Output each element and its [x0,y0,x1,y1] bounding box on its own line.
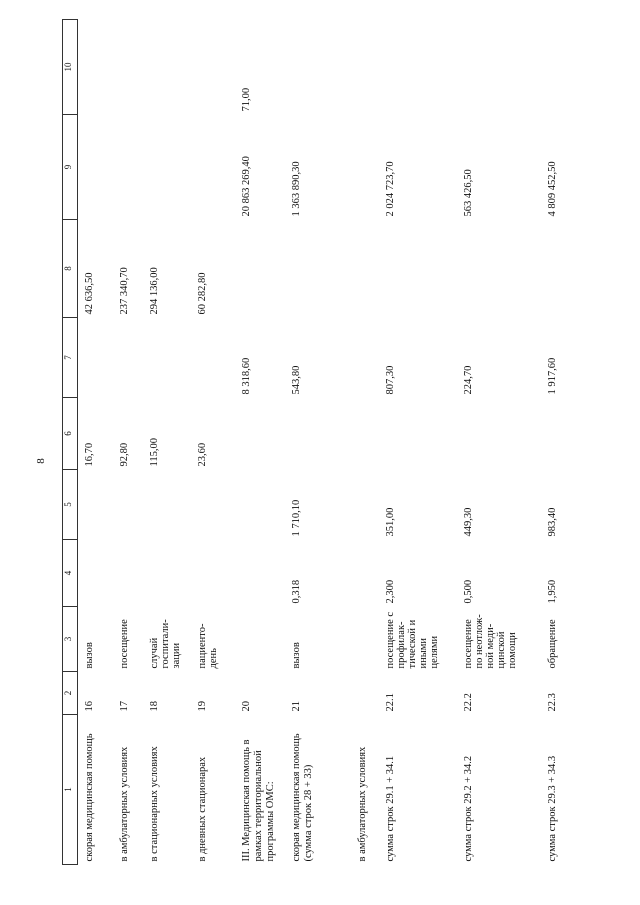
table-row [240,20,290,865]
cell-c1: в амбулаторных условиях [356,746,368,862]
cell-c7 [78,318,118,398]
cell-c3: вызов [290,642,302,669]
table-row [196,20,240,865]
cell-c5 [118,470,148,540]
cell-c8: 60 282,80 [196,272,208,315]
cell-c2: 20 [240,701,252,712]
cell-c2: 22.2 [462,693,474,712]
cell-c1: скорая медицинская помощь (сумма строк 28 + 33) [290,733,314,862]
cell-c1: III. Медицинская помощь в рамках территориальной программы ОМС: [240,739,277,862]
cell-c2: 18 [148,701,160,712]
data-table [62,19,602,865]
cell-c7: 8 318,60 [240,357,252,395]
cell-c6 [384,398,462,470]
cell-c5 [148,470,196,540]
cell-c5: 351,00 [384,507,396,537]
cell-c6 [240,398,290,470]
column-header-7: 7 [63,318,78,398]
table-row [546,20,602,865]
column-header-1: 1 [63,715,78,865]
cell-c9 [356,115,384,220]
cell-c6 [356,398,384,470]
cell-c2 [356,672,384,715]
cell-c3 [356,607,384,672]
cell-c9: 1 363 890,30 [290,161,302,217]
cell-c10 [148,20,196,115]
cell-c10 [462,20,546,115]
cell-c7 [196,318,240,398]
cell-c8 [290,220,356,318]
cell-c5: 449,30 [462,507,474,537]
cell-c7: 807,30 [384,365,396,395]
cell-c3: пациенто-день [196,623,219,669]
cell-c1: в амбулаторных условиях [118,746,130,862]
table-header [63,20,78,865]
cell-c6 [290,398,356,470]
cell-c1: сумма строк 29.2 + 34.2 [462,755,474,862]
column-header-6: 6 [63,398,78,470]
cell-c8 [384,220,462,318]
cell-c10 [290,20,356,115]
cell-c10: 71,00 [240,87,252,112]
cell-c3 [240,607,290,672]
cell-c2: 17 [118,701,130,712]
cell-c5 [196,470,240,540]
cell-c4: 0,500 [462,579,474,604]
column-header-8: 8 [63,220,78,318]
cell-c5: 983,40 [546,507,558,537]
cell-c9: 2 024 723,70 [384,161,396,217]
cell-c2: 21 [290,701,302,712]
cell-c2: 19 [196,701,208,712]
cell-c8: 294 136,00 [148,267,160,315]
column-header-4: 4 [63,540,78,607]
cell-c9: 563 426,50 [462,169,474,217]
cell-c6: 16,70 [84,442,95,467]
cell-c8 [462,220,546,318]
column-header-10: 10 [63,20,78,115]
cell-c9 [148,115,196,220]
cell-c7: 1 917,60 [546,357,558,395]
cell-c9 [78,115,118,220]
cell-c10 [78,20,118,115]
cell-c1: сумма строк 29.3 + 34.3 [546,755,558,862]
cell-c4 [118,540,148,607]
cell-c6: 115,00 [148,438,160,467]
cell-c3: случай госпитали-зации [148,619,182,669]
cell-c5 [78,470,118,540]
cell-c6: 23,60 [196,442,208,467]
table-body [78,20,602,865]
cell-c4: 2,300 [384,579,396,604]
cell-c3: вызов [84,642,95,669]
cell-c8 [356,220,384,318]
cell-c4 [196,540,240,607]
table-row [384,20,462,865]
cell-c5: 1 710,10 [290,499,302,537]
column-header-5: 5 [63,470,78,540]
cell-c2: 16 [84,701,95,712]
column-header-2: 2 [63,672,78,715]
cell-c3: посещение с профилак-тической и иными целями [384,611,440,669]
cell-c10 [356,20,384,115]
cell-c7: 543,80 [290,365,302,395]
cell-c3: посещение [118,619,130,669]
table-row [118,20,148,865]
cell-c2: 22.1 [384,693,396,712]
cell-c7 [118,318,148,398]
cell-c6 [462,398,546,470]
cell-c1: в дневных стационарах [196,756,208,862]
cell-c6 [546,398,602,470]
table-row [78,20,118,865]
cell-c9 [196,115,240,220]
column-header-9: 9 [63,115,78,220]
cell-c3: обращение [546,619,558,669]
cell-c5 [240,470,290,540]
cell-c4 [78,540,118,607]
cell-c9: 20 863 269,40 [240,156,252,217]
cell-c3: посещение по неотлож-ной меди-цинской помощи [462,614,518,669]
table-row [290,20,356,865]
cell-c8 [546,220,602,318]
cell-c10 [118,20,148,115]
cell-c4 [148,540,196,607]
cell-c4 [356,540,384,607]
cell-c7: 224,70 [462,365,474,395]
cell-c7 [148,318,196,398]
cell-c10 [384,20,462,115]
cell-c5 [356,470,384,540]
cell-c6: 92,80 [118,442,130,467]
column-header-3: 3 [63,607,78,672]
table-rotator [62,20,640,865]
cell-c9 [118,115,148,220]
cell-c4 [240,540,290,607]
cell-c1: в стационарных условиях [148,746,160,862]
cell-c1: сумма строк 29.1 + 34.1 [384,755,396,862]
page-number: 8 [34,458,47,464]
cell-c2: 22.3 [546,693,558,712]
table-row [462,20,546,865]
cell-c4: 0,318 [290,579,302,604]
cell-c4: 1,950 [546,579,558,604]
cell-c1: скорая медицинская помощь [84,733,95,862]
cell-c10 [196,20,240,115]
cell-c9: 4 809 452,50 [546,161,558,217]
table-row [148,20,196,865]
rotated-table-area [62,20,640,865]
table-row [356,20,384,865]
cell-c7 [356,318,384,398]
cell-c8: 42 636,50 [84,272,95,315]
cell-c8: 237 340,70 [118,267,130,315]
cell-c8 [240,220,290,318]
cell-c10 [546,20,602,115]
